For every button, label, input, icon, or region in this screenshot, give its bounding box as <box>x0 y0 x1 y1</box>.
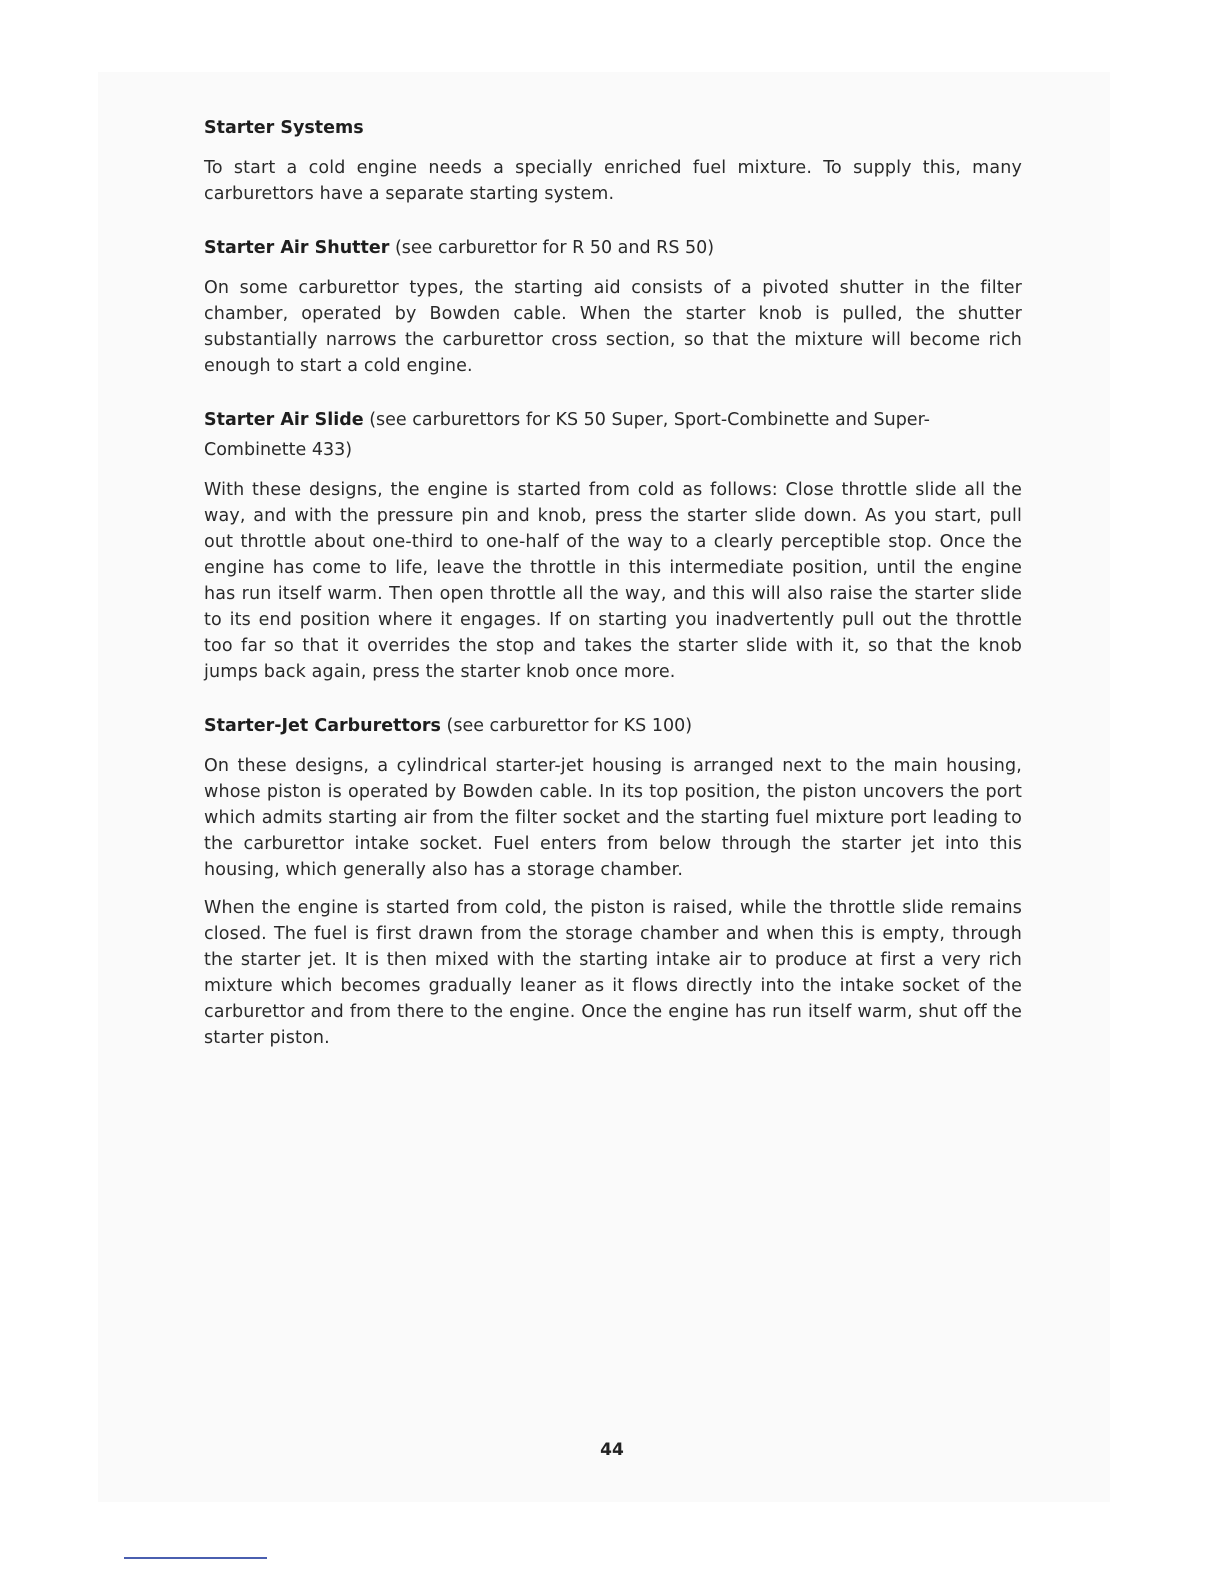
section-heading: Starter Air Slide (see carburettors for KS 50 Super, Sport-Combinette and Super-Combinette 433) <box>204 410 930 460</box>
paragraph: With these designs, the engine is started from cold as follows: Close throttle slide all the way, and with the pressure pin and knob, press the starter slide down. As you start, pull out throttle about one-third to one-half of the way to a clearly perceptible stop. Once the engine has come to life, leave the throttle in this intermediate position, until the engine has run itself warm. Then open throttle all the way, and this will also raise the starter slide to its end position where it engages. If on starting you inadvertently pull out the throttle too far so that it overrides the stop and takes the starter slide with it, so that the knob jumps back again, press the starter knob once more. <box>204 480 1022 682</box>
section-starter-air-shutter <box>204 233 1022 379</box>
section-heading: Starter Systems <box>204 118 364 138</box>
paragraph: On some carburettor types, the starting aid consists of a pivoted shutter in the filter chamber, operated by Bowden cable. When the starter knob is pulled, the shutter substantially narrows the carburettor cross section, so that the mixture will become rich enough to start a cold engine. <box>204 278 1022 376</box>
section-starter-jet-carburettors <box>204 711 1022 1051</box>
page-number: 44 <box>600 1440 624 1460</box>
section-starter-air-slide <box>204 405 1022 685</box>
paragraph: On these designs, a cylindrical starter-jet housing is arranged next to the main housing, whose piston is operated by Bowden cable. In its top position, the piston uncovers the port which admits starting air from the filter socket and the starting fuel mixture port leading to the carburettor intake socket. Fuel enters from below through the starter jet into this housing, which generally also has a storage chamber. <box>204 756 1022 880</box>
section-heading: Starter Air Shutter (see carburettor for R 50 and RS 50) <box>204 238 715 258</box>
paragraph: To start a cold engine needs a specially enriched fuel mixture. To supply this, many carburettors have a separate starting system. <box>204 158 1022 204</box>
document-body <box>204 113 1022 1077</box>
link-underline <box>124 1557 267 1559</box>
section-starter-systems <box>204 113 1022 207</box>
paragraph: When the engine is started from cold, the piston is raised, while the throttle slide remains closed. The fuel is first drawn from the storage chamber and when this is empty, through the starter jet. It is then mixed with the starting intake air to produce at first a very rich mixture which becomes gradually leaner as it flows directly into the intake socket of the carburettor and from there to the engine. Once the engine has run itself warm, shut off the starter piston. <box>204 898 1022 1048</box>
section-heading: Starter-Jet Carburettors (see carburettor for KS 100) <box>204 716 693 736</box>
